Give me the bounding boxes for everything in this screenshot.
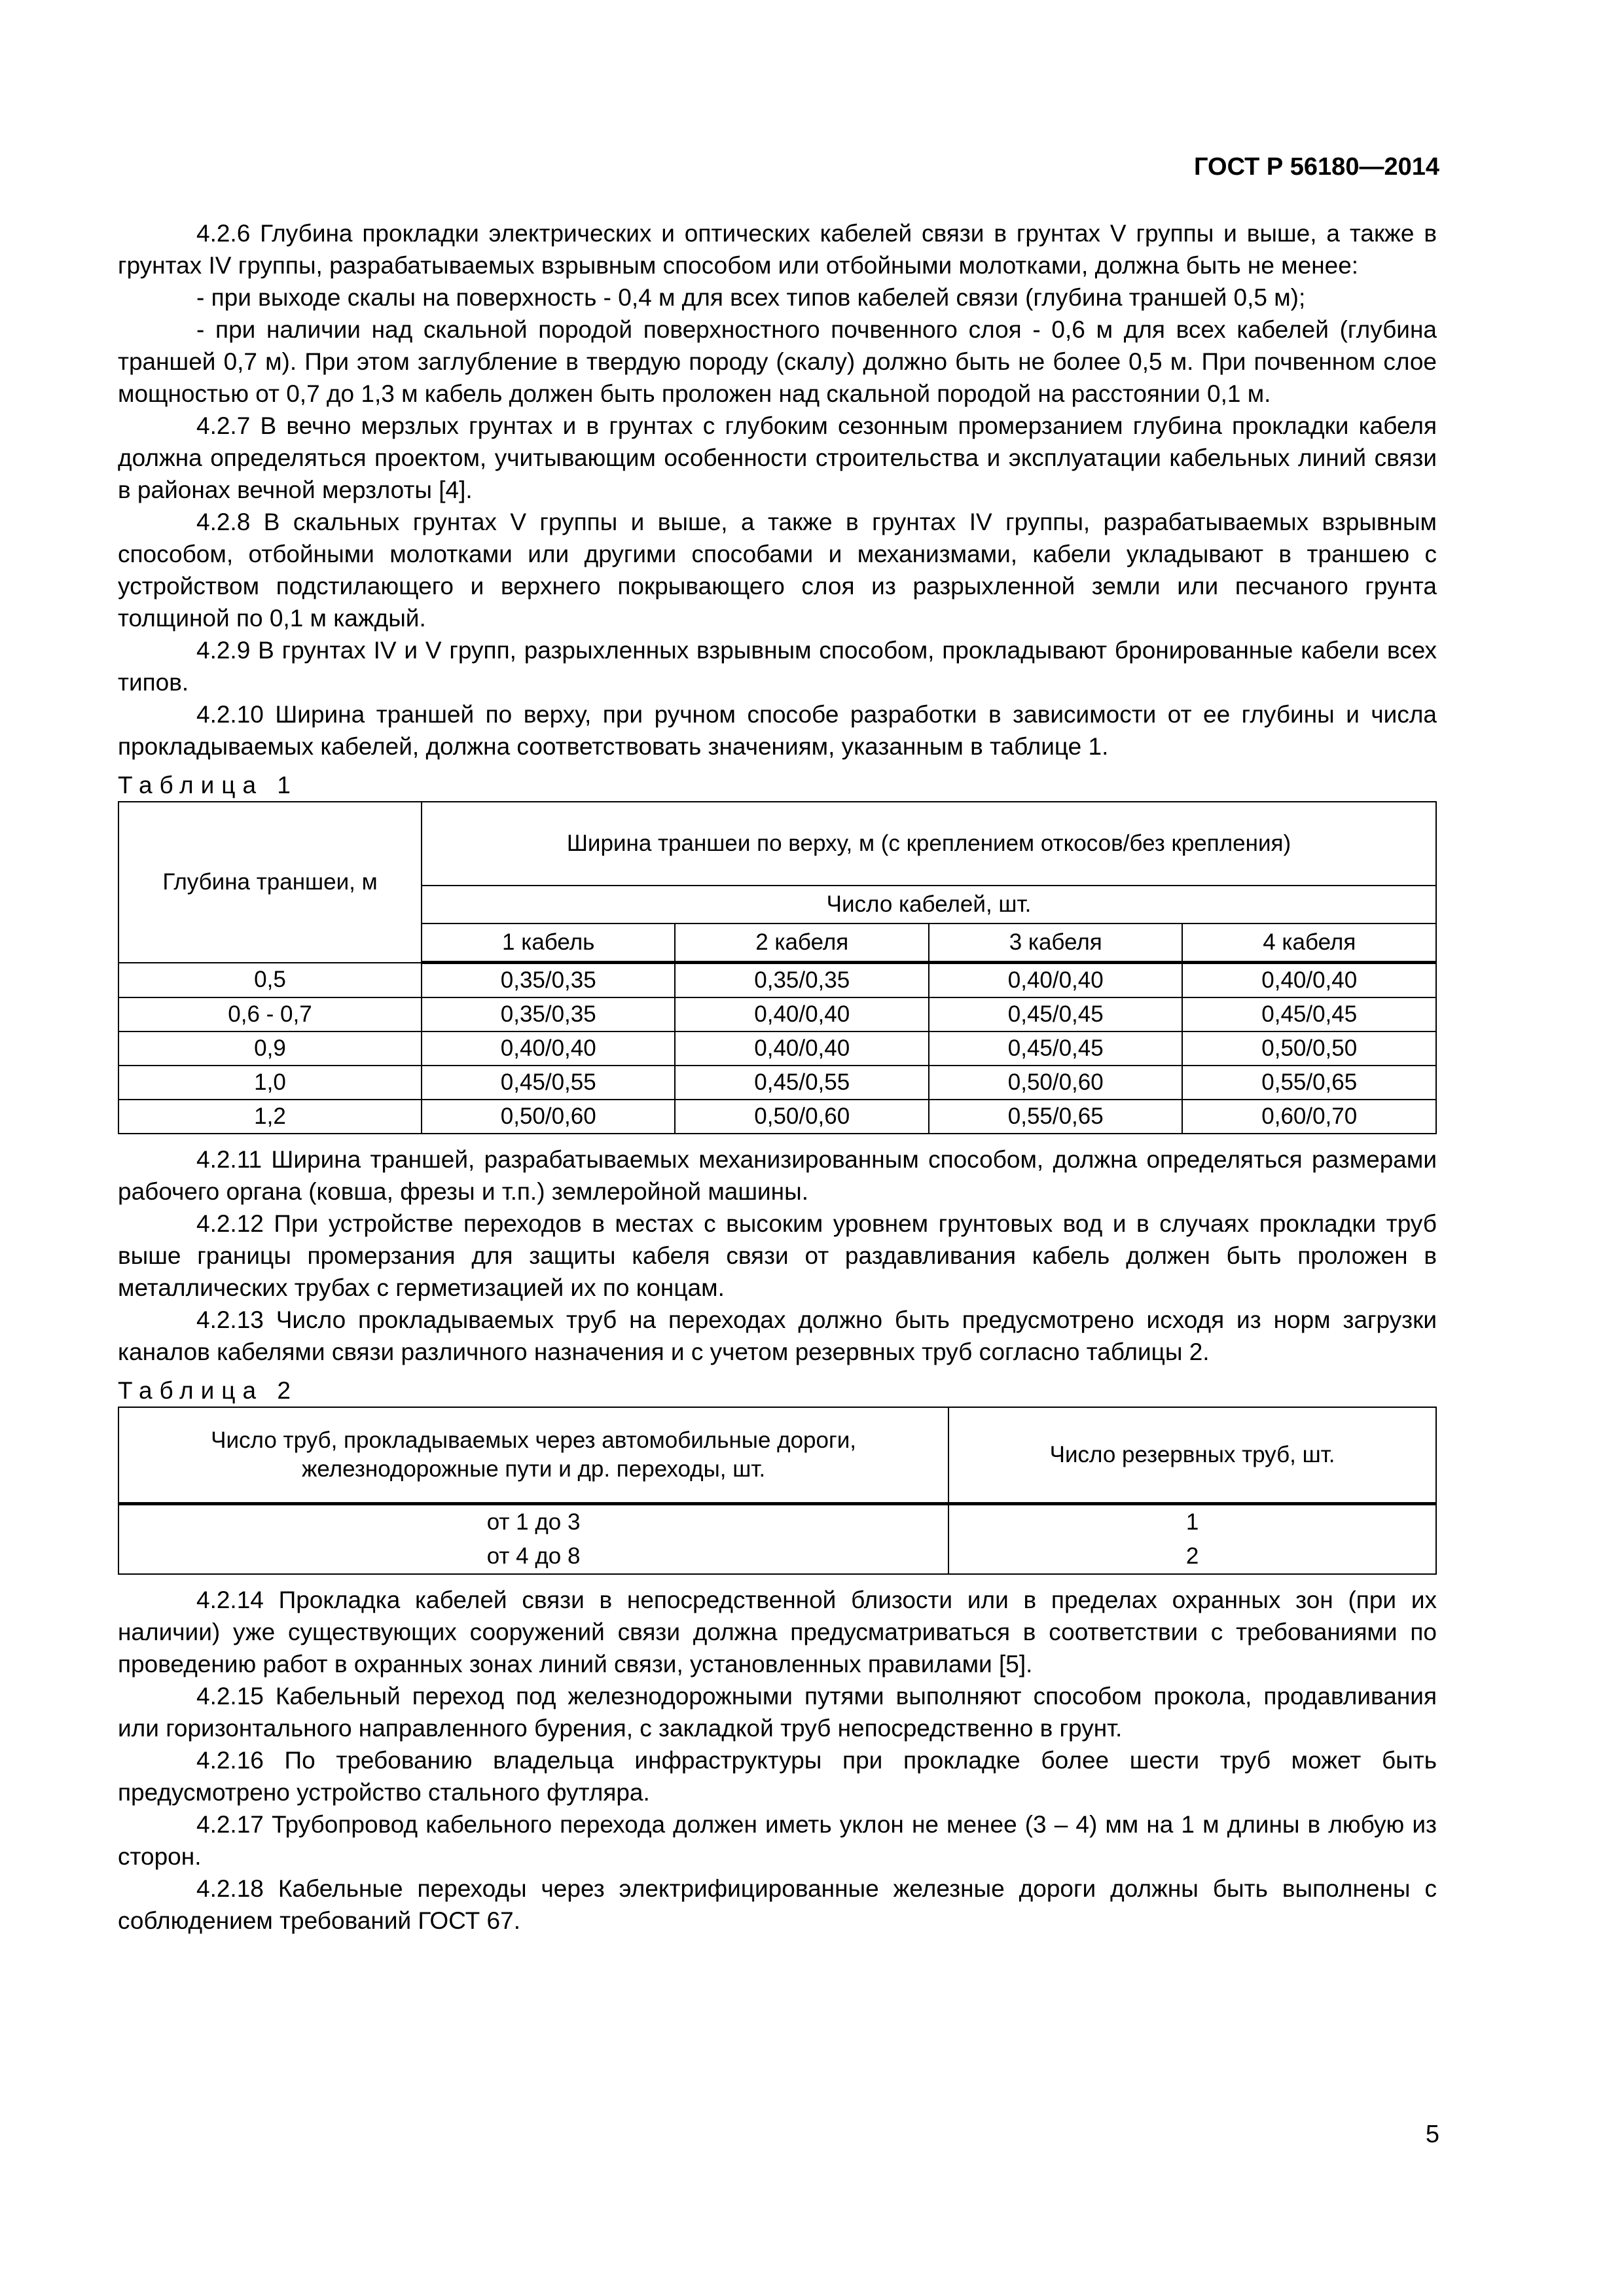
table-1-row-cell: 0,40/0,40 — [675, 1031, 929, 1066]
list-item-soil-layer: - при наличии над скальной породой поверхностного почвенного слоя - 0,6 м для всех кабелей (глубина траншей 0,7 м). При этом заглубление в твердую породу (скалу) должно быть не более 0,5 м. При почвенном слое мощностью от 0,7 до 1,3 м кабель должен быть проложен над скальной породой на расстоянии 0,1 м. — [118, 316, 1437, 407]
paragraph-4-2-17: 4.2.17 Трубопровод кабельного перехода должен иметь уклон не менее (3 – 4) мм на 1 м длины в любую из сторон. — [118, 1811, 1437, 1870]
table-2-reserve-header: Число резервных труб, шт. — [948, 1407, 1436, 1504]
page-number: 5 — [1425, 2121, 1439, 2148]
table-1-row-cell: 0,9 — [118, 1031, 422, 1066]
table-1-depth-header: Глубина траншеи, м — [118, 802, 422, 963]
table-2 — [118, 1407, 1437, 1575]
table-2-row-cell: 1 — [948, 1504, 1436, 1540]
table-1-col-4-cables: 4 кабеля — [1182, 924, 1436, 963]
paragraph-4-2-15: 4.2.15 Кабельный переход под железнодорожными путями выполняют способом прокола, продавливания или горизонтального направленного бурения, с закладкой труб непосредственно в грунт. — [118, 1683, 1437, 1742]
table-1-caption: Таблица 1 — [118, 772, 298, 798]
table-1-width-header: Ширина траншеи по верху, м (с креплением откосов/без крепления) — [422, 802, 1436, 886]
list-item-rock-surface: - при выходе скалы на поверхность - 0,4 м для всех типов кабелей связи (глубина траншей 0,5 м); — [196, 284, 1306, 311]
table-1-row — [118, 1066, 1436, 1100]
table-1 — [118, 801, 1437, 1134]
table-1-row-cell: 0,45/0,45 — [1182, 997, 1436, 1031]
table-2-row — [118, 1504, 1436, 1540]
table-2-row — [118, 1539, 1436, 1574]
table-1-row-cell: 0,40/0,40 — [675, 997, 929, 1031]
table-1-row-cell: 0,45/0,45 — [929, 1031, 1183, 1066]
paragraph-4-2-10: 4.2.10 Ширина траншей по верху, при ручном способе разработки в зависимости от ее глубины и числа прокладываемых кабелей, должна соответствовать значениям, указанным в таблице 1. — [118, 701, 1437, 760]
table-1-col-3-cables: 3 кабеля — [929, 924, 1183, 963]
table-1-row-cell: 0,50/0,60 — [929, 1066, 1183, 1100]
table-1-row-cell: 0,55/0,65 — [929, 1100, 1183, 1134]
table-1-row-cell: 0,60/0,70 — [1182, 1100, 1436, 1134]
table-1-row — [118, 1100, 1436, 1134]
paragraph-4-2-16: 4.2.16 По требованию владельца инфраструктуры при прокладке более шести труб может быть предусмотрено устройство стального футляра. — [118, 1747, 1437, 1806]
paragraph-4-2-18: 4.2.18 Кабельные переходы через электрифицированные железные дороги должны быть выполнены с соблюдением требований ГОСТ 67. — [118, 1875, 1437, 1934]
table-2-caption: Таблица 2 — [118, 1377, 298, 1404]
table-1-row-cell: 0,50/0,60 — [422, 1100, 676, 1134]
paragraph-4-2-13: 4.2.13 Число прокладываемых труб на переходах должно быть предусмотрено исходя из норм загрузки каналов кабелями связи различного назначения и с учетом резервных труб согласно таблицы 2. — [118, 1306, 1437, 1365]
table-1-row-cell: 0,45/0,55 — [675, 1066, 929, 1100]
table-1-row-cell: 0,45/0,55 — [422, 1066, 676, 1100]
paragraph-4-2-8: 4.2.8 В скальных грунтах V группы и выше, а также в грунтах IV группы, разрабатываемых взрывным способом, отбойными молотками или другими способами и механизмами, кабели укладывают в траншею с устройством подстилающего и верхнего покрывающего слоя из разрыхленной земли или песчаного грунта толщиной по 0,1 м каждый. — [118, 509, 1437, 632]
table-2-row-cell: 2 — [948, 1539, 1436, 1574]
table-1-row-cell: 0,5 — [118, 963, 422, 998]
table-1-row-cell: 0,50/0,50 — [1182, 1031, 1436, 1066]
paragraph-4-2-14: 4.2.14 Прокладка кабелей связи в непосредственной близости или в пределах охранных зон (при их наличии) уже существующих сооружений связи должна предусматриваться в соответствии с требованиями по проведению работ в охранных зонах линий связи, установленных правилами [5]. — [118, 1587, 1437, 1677]
table-2-row-cell: от 4 до 8 — [118, 1539, 948, 1574]
paragraph-4-2-12: 4.2.12 При устройстве переходов в местах с высоким уровнем грунтовых вод и в случаях прокладки труб выше границы промерзания для защиты кабеля связи от раздавливания кабель должен быть проложен в металлических трубах с герметизацией их по концам. — [118, 1210, 1437, 1301]
table-1-row-cell: 0,40/0,40 — [929, 963, 1183, 998]
table-2-row-cell: от 1 до 3 — [118, 1504, 948, 1540]
paragraph-4-2-11: 4.2.11 Ширина траншей, разрабатываемых механизированным способом, должна определяться размерами рабочего органа (ковша, фрезы и т.п.) землеройной машины. — [118, 1146, 1437, 1205]
table-1-row-cell: 0,55/0,65 — [1182, 1066, 1436, 1100]
paragraph-4-2-9: 4.2.9 В грунтах IV и V групп, разрыхленных взрывным способом, прокладывают бронированные кабели всех типов. — [118, 637, 1437, 696]
table-1-row-cell: 0,45/0,45 — [929, 997, 1183, 1031]
table-1-row-cell: 0,6 - 0,7 — [118, 997, 422, 1031]
paragraph-group-b — [118, 1143, 1437, 1368]
table-1-row-cell: 1,0 — [118, 1066, 422, 1100]
paragraph-group-a — [118, 217, 1437, 762]
table-1-row-cell: 1,2 — [118, 1100, 422, 1134]
table-1-row — [118, 997, 1436, 1031]
table-1-row — [118, 1031, 1436, 1066]
document-body — [118, 217, 1437, 1937]
document-id-header: ГОСТ Р 56180—2014 — [1194, 153, 1439, 181]
table-1-col-1-cable: 1 кабель — [422, 924, 676, 963]
table-1-count-header: Число кабелей, шт. — [422, 886, 1436, 924]
paragraph-4-2-6: 4.2.6 Глубина прокладки электрических и оптических кабелей связи в грунтах V группы и выше, а также в грунтах IV группы, разрабатываемых взрывным способом или отбойными молотками, должна быть не менее: — [118, 220, 1437, 279]
table-1-col-2-cables: 2 кабеля — [675, 924, 929, 963]
paragraph-4-2-7: 4.2.7 В вечно мерзлых грунтах и в грунтах с глубоким сезонным промерзанием глубина прокладки кабеля должна определяться проектом, учитывающим особенности строительства и эксплуатации кабельных линий связи в районах вечной мерзлоты [4]. — [118, 412, 1437, 503]
table-1-row-cell: 0,40/0,40 — [1182, 963, 1436, 998]
table-1-row-cell: 0,50/0,60 — [675, 1100, 929, 1134]
table-1-row-cell: 0,40/0,40 — [422, 1031, 676, 1066]
table-1-row-cell: 0,35/0,35 — [675, 963, 929, 998]
paragraph-group-c — [118, 1584, 1437, 1937]
table-1-row — [118, 963, 1436, 998]
table-2-pipes-header: Число труб, прокладываемых через автомобильные дороги, железнодорожные пути и др. переходы, шт. — [118, 1407, 948, 1504]
table-1-row-cell: 0,35/0,35 — [422, 997, 676, 1031]
table-1-row-cell: 0,35/0,35 — [422, 963, 676, 998]
